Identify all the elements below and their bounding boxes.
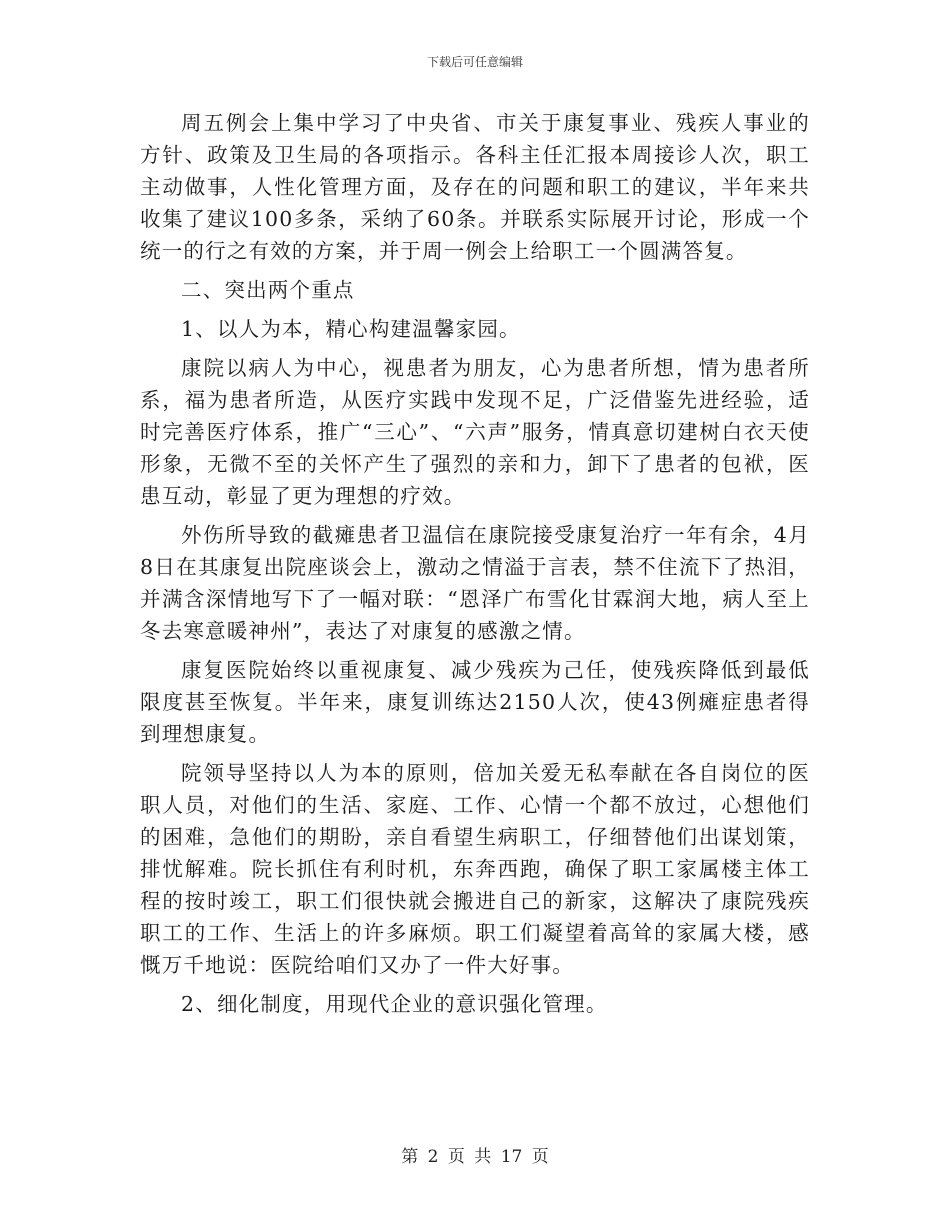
subheading-people-oriented: 1、以人为本，精心构建温馨家园。 — [181, 317, 521, 341]
paragraph-rehab-stats: 康复医院始终以重视康复、减少残疾为己任，使残疾降低到最低限度甚至恢复。半年来，康复训练达2150人次，使43例瘫症患者得到理想康复。 — [140, 658, 810, 746]
paragraph-patient-centered: 康院以病人为中心，视患者为朋友，心为患者所想，情为患者所系，福为患者所造，从医疗实践中发现不足，广泛借鉴先进经验，适时完善医疗体系，推广“三心”、“六声”服务，情真意切建树白衣天使形象，无微不至的关怀产生了强烈的亲和力，卸下了患者的包袱，医患互动，彰显了更为理想的疗效。 — [140, 356, 810, 508]
paragraph-staff-care: 院领导坚持以人为本的原则，倍加关爱无私奉献在各自岗位的医职人员，对他们的生活、家庭、工作、心情一个都不放过，心想他们的困难，急他们的期盼，亲自看望生病职工，仔细替他们出谋划策，排忧解难。院长抓住有利时机，东奔西跑，确保了职工家属楼主体工程的按时竣工，职工们很快就会搬进自己的新家，这解决了康院残疾职工的工作、生活上的许多麻烦。职工们凝望着高耸的家属大楼，感慨万千地说：医院给咱们又办了一件大好事。 — [140, 761, 810, 977]
paragraph-patient-story: 外伤所导致的截瘫患者卫温信在康院接受康复治疗一年有余，4月8日在其康复出院座谈会上，激动之情溢于言表，禁不住流下了热泪，并满含深情地写下了一幅对联：“恩泽广布雪化甘霖润大地，病人至上冬去寒意暖神州”，表达了对康复的感激之情。 — [140, 523, 810, 643]
section-heading-two-focuses: 二、突出两个重点 — [181, 278, 355, 302]
document-body — [140, 107, 810, 1027]
subheading-refine-system: 2、细化制度，用现代企业的意识强化管理。 — [181, 992, 608, 1016]
paragraph-1: 周五例会上集中学习了中央省、市关于康复事业、残疾人事业的方针、政策及卫生局的各项指示。各科主任汇报本周接诊人次，职工主动做事，人性化管理方面，及存在的问题和职工的建议，半年来共收集了建议100多条，采纳了60条。并联系实际展开讨论，形成一个统一的行之有效的方案，并于周一例会上给职工一个圆满答复。 — [140, 111, 810, 263]
page-number: 第 2 页 共 17 页 — [401, 1147, 549, 1167]
page-header: 下载后可任意编辑 — [426, 55, 523, 69]
